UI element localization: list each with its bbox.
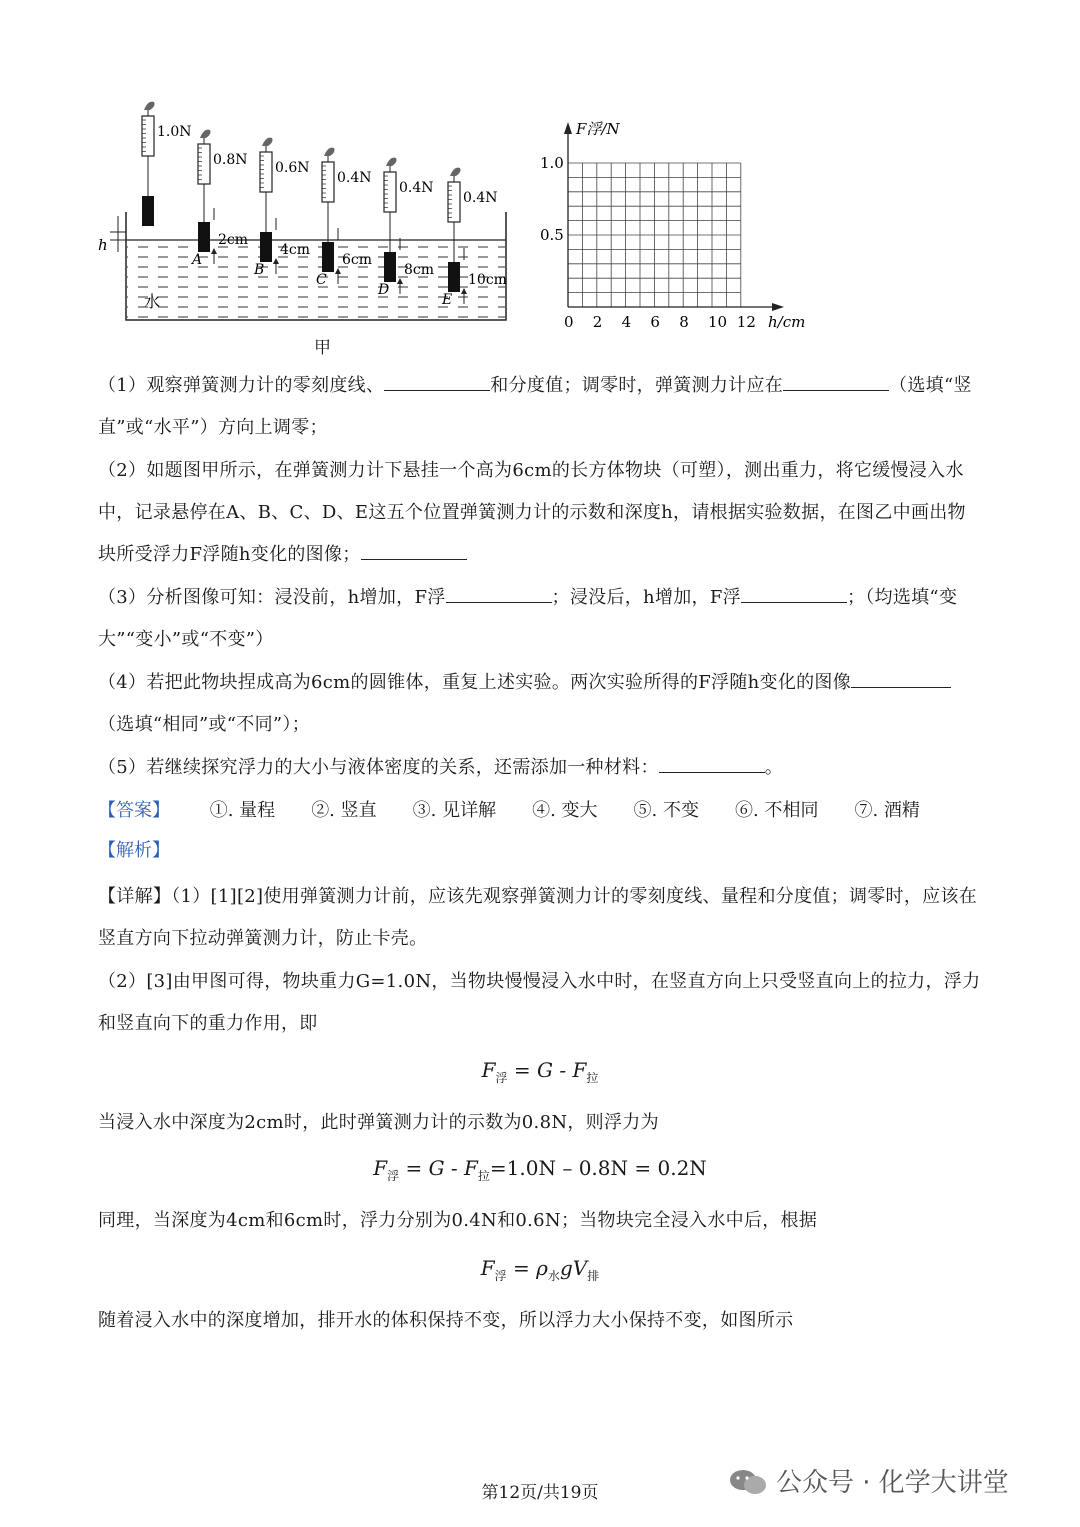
spring-scale [260, 152, 272, 192]
y-tick-label: 1.0 [540, 154, 564, 172]
blank-3[interactable] [361, 539, 467, 560]
block [198, 222, 210, 252]
x-tick-label: 12 [736, 313, 756, 331]
figure-jia [96, 92, 526, 362]
reading-label: 0.4N [463, 190, 498, 206]
spring-scale [322, 162, 334, 202]
question-4: （4）若把此物块捏成高为6cm的圆锥体，重复上述实验。两次实验所得的F浮随h变化的图像（选填“相同”或“不同”）； [98, 662, 984, 746]
depth-label: 6cm [342, 252, 373, 268]
blank-1[interactable] [384, 370, 490, 391]
depth-label: 4cm [280, 242, 311, 258]
reading-label: 0.4N [337, 170, 372, 186]
hand-icon [324, 148, 335, 156]
answer-item-7: ⑦. 酒精 [854, 800, 920, 821]
x-tick-label: 0 [564, 313, 574, 331]
spring-scale [448, 182, 460, 222]
analysis-tag: 【解析】 [98, 840, 170, 861]
analysis-p5: 随着浸入水中的深度增加，排开水的体积保持不变，所以浮力大小保持不变，如图所示 [98, 1310, 794, 1331]
answer-item-3: ③. 见详解 [412, 800, 497, 821]
y-axis-arrow [564, 122, 572, 134]
position-label: A [192, 252, 203, 268]
x-axis-arrow [772, 303, 784, 311]
page-number: 第12页/共19页 [481, 1483, 599, 1503]
question-5: （5）若继续探究浮力的大小与液体密度的关系，还需添加一种材料： 。 [98, 747, 984, 789]
formula-2: $F_浮 = G - F_拉=1.0N - 0.8N = 0.2N$ [373, 1156, 707, 1183]
blank-5[interactable] [741, 582, 847, 603]
position-label: B [254, 262, 265, 278]
answer-line [98, 792, 984, 830]
answer-item-6: ⑥. 不相同 [735, 800, 819, 821]
analysis-p2: （2）[3]由甲图可得，物块重力G=1.0N，当物块慢慢浸入水中时，在竖直方向上只受竖直向上的拉力，浮力和竖直向下的重力作用，即 [98, 971, 981, 1034]
analysis-p3: 当浸入水中深度为2cm时，此时弹簧测力计的示数为0.8N，则浮力为 [98, 1112, 659, 1133]
reading-label: 0.8N [213, 152, 248, 168]
formula-3: $F_浮 = \rho_水gV_排$ [480, 1256, 600, 1283]
block [448, 262, 460, 292]
blank-2[interactable] [783, 370, 889, 391]
reading-label: 1.0N [157, 124, 192, 140]
hand-icon [450, 168, 461, 176]
blank-7[interactable] [659, 752, 765, 773]
x-tick-label: 8 [679, 313, 689, 331]
answer-tag: 【答案】 [98, 800, 170, 821]
question-2: （2）如题图甲所示，在弹簧测力计下悬挂一个高为6cm的长方体物块（可塑），测出重力，将它缓慢浸入水中，记录悬停在A、B、C、D、E这五个位置弹簧测力计的示数和深度h，请根据实验数据，在图乙中画出物块所受浮力F浮随h变化的图像； [98, 460, 966, 565]
spring-scale [198, 144, 210, 184]
water-label: 水 [144, 292, 161, 311]
wechat-icon [728, 1468, 768, 1496]
analysis-p4: 同理，当深度为4cm和6cm时，浮力分别为0.4N和0.6N；当物块完全浸入水中后，根据 [98, 1210, 818, 1231]
answer-item-1: ①. 量程 [209, 800, 276, 821]
x-tick-label: 6 [650, 313, 660, 331]
answer-item-4: ④. 变大 [532, 800, 598, 821]
block [260, 232, 272, 262]
depth-label: 2cm [218, 232, 249, 248]
block [384, 252, 396, 282]
block [142, 196, 154, 226]
x-axis-label: h/cm [768, 313, 806, 331]
y-axis-label: F浮/N [576, 120, 620, 138]
spring-scale [142, 116, 154, 156]
answer-item-5: ⑤. 不变 [633, 800, 699, 821]
analysis-p1: 【详解】（1）[1][2]使用弹簧测力计前，应该先观察弹簧测力计的零刻度线、量程和分度值；调零时，应该在竖直方向下拉动弹簧测力计，防止卡壳。 [98, 886, 978, 949]
blank-6[interactable] [851, 667, 951, 688]
hand-icon [262, 138, 273, 146]
x-tick-label: 10 [708, 313, 728, 331]
formula-1: $F_浮 = G - F_拉$ [481, 1058, 599, 1085]
position-label: D [378, 282, 390, 298]
reading-label: 0.6N [275, 160, 310, 176]
x-tick-label: 2 [592, 313, 603, 331]
depth-label: 8cm [404, 262, 435, 278]
y-tick-label: 0.5 [540, 226, 564, 244]
position-label: E [442, 292, 453, 308]
figure-yi [530, 114, 820, 339]
block [322, 242, 334, 272]
figure-jia-caption: 甲 [314, 338, 331, 358]
position-label: C [316, 272, 327, 288]
x-tick-label: 4 [621, 313, 632, 331]
answer-item-2: ②. 竖直 [311, 800, 377, 821]
h-label: h [98, 236, 108, 254]
reading-label: 0.4N [399, 180, 434, 196]
watermark: 公众号 · 化学大讲堂 [728, 1462, 1009, 1499]
question-1: （1）观察弹簧测力计的零刻度线、 和分度值；调零时，弹簧测力计应在 （选填“竖直”或“水平”）方向上调零； [98, 365, 984, 449]
hand-icon [144, 102, 155, 110]
hand-icon [386, 158, 397, 166]
question-3: （3）分析图像可知：浸没前，h增加，F浮 ；浸没后，h增加，F浮 ；（均选填“变大”“变小”或“不变”） [98, 577, 984, 661]
depth-label: 10cm [468, 272, 507, 288]
hand-icon [200, 130, 211, 138]
blank-4[interactable] [446, 582, 552, 603]
spring-scale [384, 172, 396, 212]
